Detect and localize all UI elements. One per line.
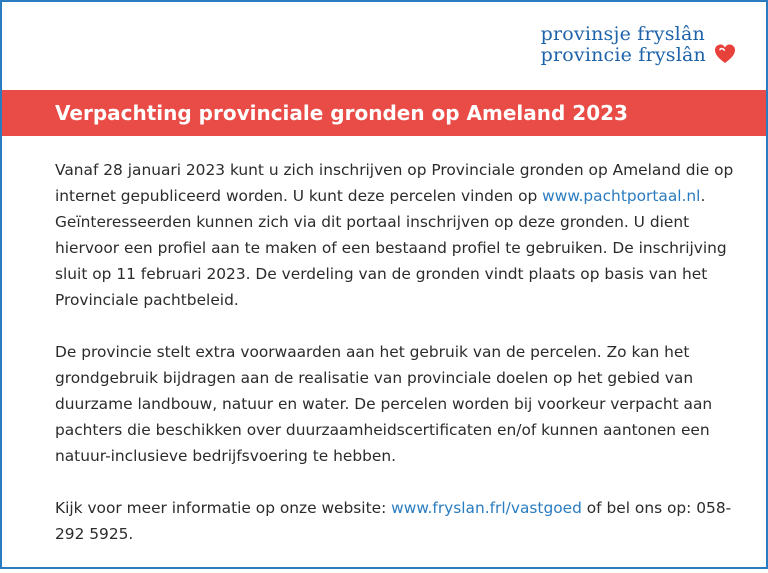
paragraph-contact-text-end: of bel ons op: 058-292 5925. <box>55 499 732 543</box>
paragraph-contact <box>55 495 745 547</box>
announcement-body <box>55 157 745 573</box>
paragraph-contact-text-start: Kijk voor meer informatie op onze website: <box>55 499 392 517</box>
title-banner <box>2 90 766 136</box>
fryslan-vastgoed-link[interactable]: www.fryslan.frl/vastgoed <box>391 499 582 517</box>
paragraph-registration-text-start: Vanaf 28 januari 2023 kunt u zich inschrijven op Provinciale gronden op Ameland die op internet gepubliceerd worden. U kunt deze percelen vinden op <box>55 161 734 205</box>
provincie-fryslan-logo <box>541 24 736 66</box>
paragraph-registration <box>55 157 745 313</box>
pachtportaal-link[interactable]: www.pachtportaal.nl <box>542 187 701 205</box>
page-title: Verpachting provinciale gronden op Ameland 2023 <box>55 101 628 125</box>
heart-icon <box>714 43 736 65</box>
logo-line-frisian: provinsje fryslân <box>540 23 705 45</box>
logo-line-dutch: provincie fryslân <box>540 44 706 66</box>
paragraph-conditions: De provincie stelt extra voorwaarden aan het gebruik van de percelen. Zo kan het grondgebruik bijdragen aan de realisatie van provinciale doelen op het gebied van duurzame landbouw, natuur en water. De percelen worden bij voorkeur verpacht aan pachters die beschikken over duurzaamheidscertificaten en/of kunnen aantonen een natuur-inclusieve bedrijfsvoering te hebben. <box>55 343 713 465</box>
logo-text <box>541 24 706 66</box>
paragraph-registration-text-end: . Geïnteresseerden kunnen zich via dit portaal inschrijven op deze gronden. U dient hiervoor een profiel aan te maken of een bestaand profiel te gebruiken. De inschrijving sluit op 11 februari 2023. De verdeling van de gronden vindt plaats op basis van het Provinciale pachtbeleid. <box>55 187 727 309</box>
